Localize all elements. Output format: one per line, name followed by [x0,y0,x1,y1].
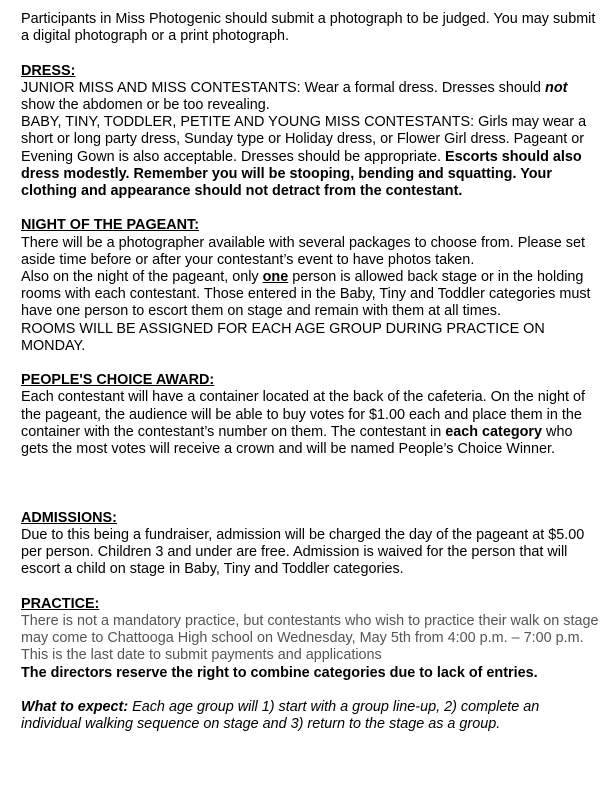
peoples-choice-heading: PEOPLE'S CHOICE AWARD: [21,372,215,389]
night-heading: NIGHT OF THE PAGEANT: [21,217,200,234]
spacer [21,458,601,510]
junior-text-b: show the abdomen or be too revealing. [21,97,270,113]
spacer [21,200,601,217]
each-category-bold: each category [445,423,543,440]
document [21,11,601,733]
backstage-text-b: person is allowed back stage or in the holding rooms with each contestant. Those entered in the Baby, Tiny and Toddler categories must have one person to escort them on stage and remain with them at all times. [21,269,591,320]
peoples-choice-paragraph [21,389,601,458]
intro-paragraph: Participants in Miss Photogenic should submit a photograph to be judged. You may submit a digital photograph or a print photograph. [21,11,596,45]
dress-heading: DRESS: [21,62,76,79]
admissions-heading: ADMISSIONS: [21,509,117,526]
what-to-expect-label: What to expect: [21,699,129,716]
peoples-text-a: Each contestant will have a container located at the back of the cafeteria. On the night of the pageant, the audience will be able to buy votes for $1.00 each and place them in the container with the contestant’s number on them. The contestant in [21,389,585,440]
spacer [21,579,601,596]
rooms-paragraph: ROOMS WILL BE ASSIGNED FOR EACH AGE GROUP DURING PRACTICE ON MONDAY. [21,320,545,354]
directors-notice [21,665,601,682]
junior-miss-paragraph [21,80,601,114]
admissions-paragraph: Due to this being a fundraiser, admission will be charged the day of the pageant at $5.00 per person. Children 3 and under are free. Admission is waived for the person that will escort a child on stage in Baby, Tiny and Toddler categories. [21,527,585,578]
backstage-text-a: Also on the night of the pageant, only [21,269,263,286]
escorts-bold-text: Escorts should also dress modestly. Remember you will be stooping, bending and squatting. Your clothing and appearance should not detract from the contestant. [21,148,582,200]
spacer [21,45,601,62]
practice-heading: PRACTICE: [21,595,100,612]
backstage-paragraph [21,269,601,321]
directors-bold: The directors reserve the right to combine categories due to lack of entries. [21,664,538,681]
junior-not-emphasis: not [545,79,568,96]
junior-text-a: JUNIOR MISS AND MISS CONTESTANTS: Wear a formal dress. Dresses should [21,79,546,96]
what-to-expect-text: Each age group will 1) start with a group line-up, 2) complete an individual walking sequence on stage and 3) return to the stage as a group. [21,699,540,733]
baby-text: BABY, TINY, TODDLER, PETITE AND YOUNG MISS CONTESTANTS: Girls may wear a short or long party dress, Sunday type or Holiday dress, or Flower Girl dress. Pageant or Evening Gown is also acceptable. Dresses should be appropriate. [21,114,587,165]
spacer [21,355,601,372]
one-emphasis: one [262,269,289,286]
spacer [21,682,601,699]
practice-paragraph: There is not a mandatory practice, but contestants who wish to practice their walk on stage may come to Chattooga High school on Wednesday, May 5th from 4:00 p.m. – 7:00 p.m. This is the last date to submit payments and applications [21,613,599,664]
baby-tiny-paragraph [21,114,601,200]
what-to-expect-paragraph [21,699,601,733]
peoples-text-b: who gets the most votes will receive a crown and will be named People’s Choice Winner. [21,423,573,458]
photographer-paragraph: There will be a photographer available with several packages to choose from. Please set aside time before or after your contestant’s event to have photos taken. [21,234,585,268]
